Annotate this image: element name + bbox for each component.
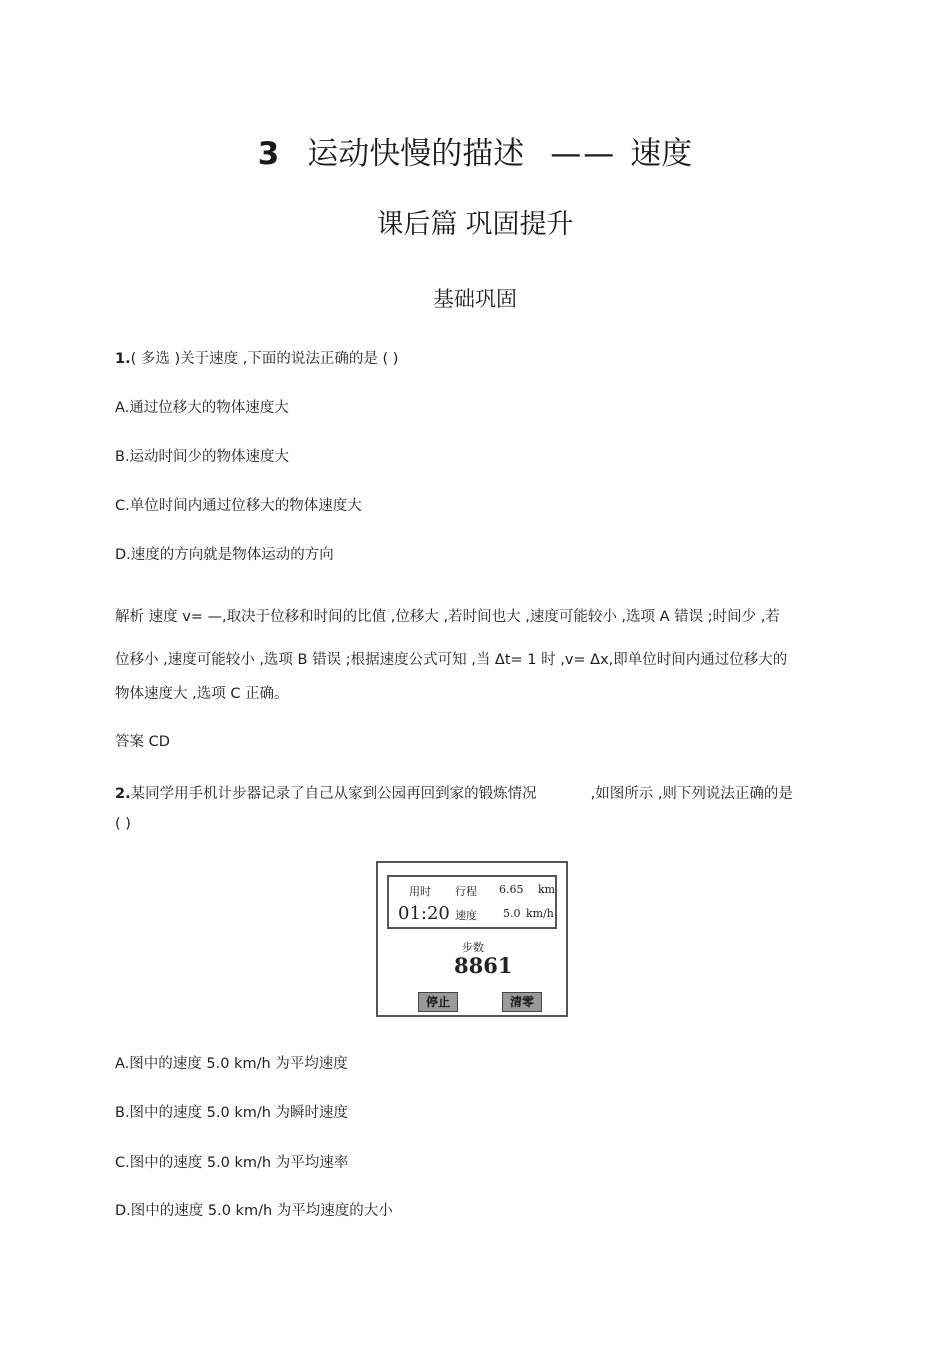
steps-label: 步数	[462, 941, 484, 954]
chapter-title-tail: 速度	[630, 136, 693, 172]
question-1-option-b: B.运动时间少的物体速度大	[115, 449, 290, 465]
stop-button[interactable]: 停止	[418, 992, 458, 1012]
question-1-option-c: C.单位时间内通过位移大的物体速度大	[115, 498, 362, 514]
question-1-option-a: A.通过位移大的物体速度大	[115, 400, 289, 416]
answer-label: 答案	[115, 734, 144, 750]
question-2-option-a: A.图中的速度 5.0 km/h 为平均速度	[115, 1056, 348, 1072]
subtitle-part2: 巩固提升	[465, 209, 574, 240]
analysis-line-2: 位移小 ,速度可能较小 ,选项 B 错误 ;根据速度公式可知 ,当 Δt= 1 时 ,v= Δx,即单位时间内通过位移大的	[115, 652, 788, 668]
question-2-option-d: D.图中的速度 5.0 km/h 为平均速度的大小	[115, 1203, 393, 1219]
question-2-number: 2.	[115, 786, 131, 802]
pedometer-figure	[376, 861, 568, 1017]
speed-unit: km/h	[526, 907, 554, 920]
question-2-text-1: 某同学用手机计步器记录了自己从家到公园再回到家的锻炼情况	[130, 786, 537, 802]
analysis-line-3: 物体速度大 ,选项 C 正确。	[115, 686, 289, 702]
speed-label: 速度	[455, 909, 477, 922]
analysis-line-1	[115, 605, 780, 626]
chapter-title: 运动快慢的描述	[307, 136, 525, 172]
answer-line	[115, 730, 170, 751]
analysis-label: 解析	[115, 609, 144, 625]
title-dash: ——	[550, 136, 617, 172]
question-2-option-c: C.图中的速度 5.0 km/h 为平均速率	[115, 1155, 349, 1171]
question-1-number: 1.	[115, 351, 131, 367]
distance-unit: km	[538, 883, 556, 896]
question-1-stem	[115, 347, 398, 368]
steps-value: 8861	[454, 953, 513, 978]
chapter-number: 3	[257, 136, 280, 172]
analysis-text-1: 速度 v= —,取决于位移和时间的比值 ,位移大 ,若时间也大 ,速度可能较小 ,选项 A 错误 ;时间少 ,若	[148, 609, 780, 625]
subtitle-part1: 课后篇	[376, 209, 458, 240]
question-1-option-d: D.速度的方向就是物体运动的方向	[115, 547, 334, 563]
question-2-bracket: ( )	[115, 816, 131, 832]
question-1-text: ( 多选 )关于速度 ,下面的说法正确的是 ( )	[130, 351, 399, 367]
time-value: 01:20	[398, 903, 450, 924]
distance-value: 6.65	[499, 883, 524, 896]
page-title	[0, 128, 950, 173]
time-label: 用时	[409, 885, 431, 898]
distance-label: 行程	[455, 885, 477, 898]
question-2-stem	[115, 782, 793, 803]
answer-value: CD	[148, 734, 170, 750]
question-2-text-2: ,如图所示 ,则下列说法正确的是	[590, 786, 793, 802]
question-2-option-b: B.图中的速度 5.0 km/h 为瞬时速度	[115, 1105, 349, 1121]
reset-button[interactable]: 清零	[502, 992, 542, 1012]
pedometer-display-panel	[387, 875, 557, 929]
section-heading: 基础巩固	[433, 287, 517, 311]
page-subtitle	[0, 202, 950, 241]
speed-value: 5.0	[503, 907, 521, 920]
